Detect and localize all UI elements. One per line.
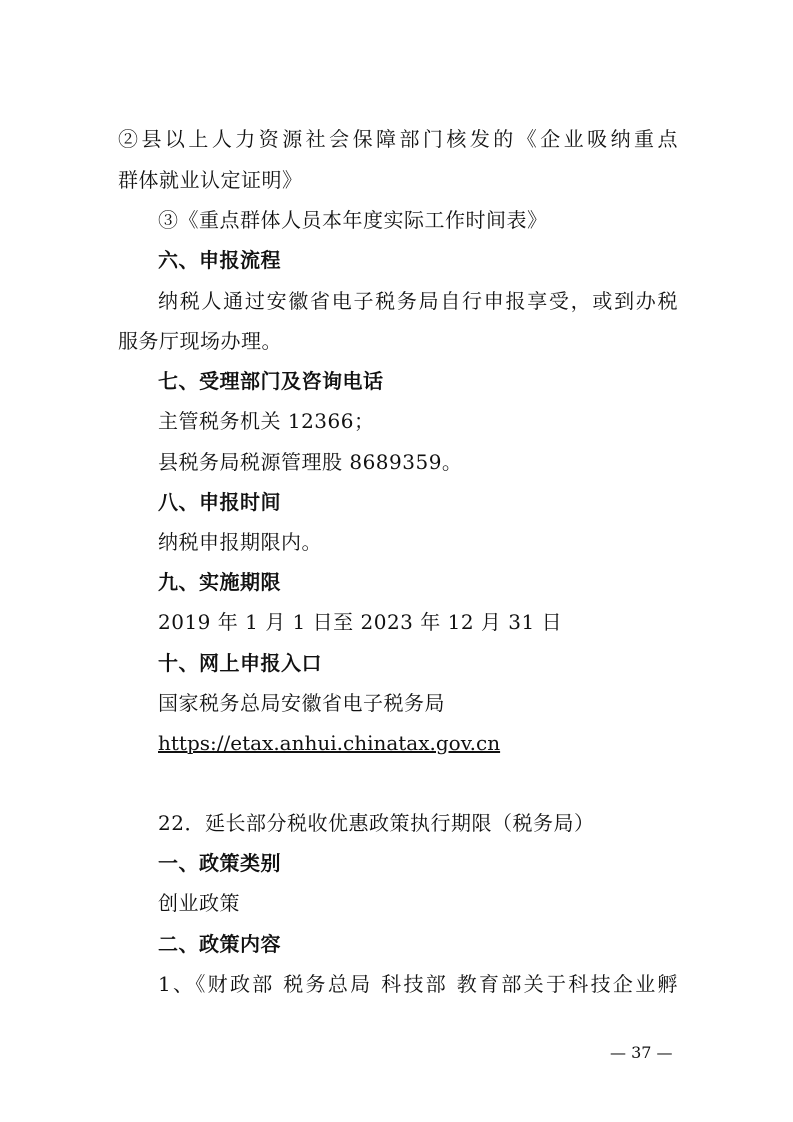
section-heading: 一、政策类别 [158, 851, 281, 875]
text-line: 服务厅现场办理。 [118, 329, 282, 353]
text-line: 纳税申报期限内。 [158, 530, 322, 554]
text-line: 县税务局税源管理股 8689359。 [158, 450, 463, 474]
text-line: 2019 年 1 月 1 日至 2023 年 12 月 31 日 [158, 610, 563, 634]
section-heading: 十、网上申报入口 [158, 651, 322, 675]
text-line: ②县以上人力资源社会保障部门核发的《企业吸纳重点 [118, 127, 678, 151]
text-line: 创业政策 [158, 891, 240, 915]
text-line: 群体就业认定证明》 [118, 168, 303, 192]
section-heading: 六、申报流程 [158, 248, 281, 272]
text-line: 纳税人通过安徽省电子税务局自行申报享受，或到办税 [158, 289, 678, 313]
text-line: 主管税务机关 12366； [158, 409, 375, 433]
text-line: 国家税务总局安徽省电子税务局 [158, 691, 445, 715]
declaration-link[interactable]: https://etax.anhui.chinatax.gov.cn [158, 731, 501, 755]
text-line: 1、《财政部 税务总局 科技部 教育部关于科技企业孵 [158, 972, 678, 996]
section-heading: 二、政策内容 [158, 932, 281, 956]
text-line: ③《重点群体人员本年度实际工作时间表》 [158, 208, 548, 232]
page-number: — 37 — [610, 1043, 673, 1062]
section-heading: 七、受理部门及咨询电话 [158, 369, 384, 393]
section-heading: 八、申报时间 [158, 490, 281, 514]
section-title: 22．延长部分税收优惠政策执行期限（税务局） [158, 811, 595, 835]
section-heading: 九、实施期限 [158, 570, 281, 594]
